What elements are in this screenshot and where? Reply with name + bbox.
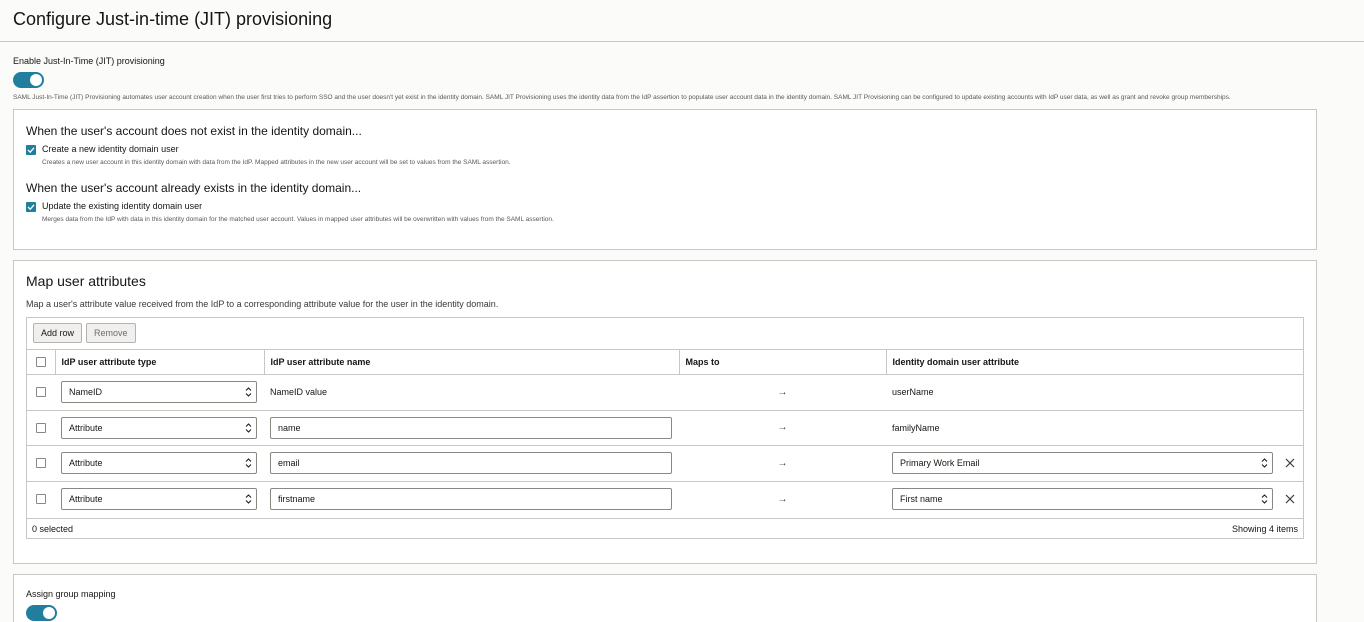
arrow-right-icon: →	[679, 481, 886, 517]
map-attributes-panel	[13, 260, 1317, 564]
attribute-name-input[interactable]: email	[270, 452, 672, 474]
row-checkbox[interactable]	[36, 387, 46, 397]
select-value: First name	[900, 494, 943, 504]
remove-button[interactable]: Remove	[86, 323, 136, 343]
add-row-button[interactable]: Add row	[33, 323, 82, 343]
update-user-label: Update the existing identity domain user	[42, 201, 203, 211]
updown-icon	[1261, 493, 1268, 505]
update-user-desc: Merges data from the IdP with data in this identity domain for the matched user account. Values in mapped user attributes will be overwritten with values from the SAML assertion.	[42, 216, 554, 223]
check-icon	[27, 146, 35, 154]
attribute-name-input[interactable]: name	[270, 417, 672, 439]
target-attribute-select[interactable]	[892, 452, 1273, 474]
select-value: Attribute	[69, 494, 103, 504]
page-header	[0, 0, 1364, 42]
create-user-checkbox[interactable]	[26, 145, 36, 155]
showing-count: Showing 4 items	[1231, 523, 1298, 534]
select-value: Attribute	[69, 458, 103, 469]
select-value: NameID	[69, 387, 103, 398]
col-header-target[interactable]: Identity domain user attribute	[886, 350, 1303, 375]
col-header-maps-to[interactable]: Maps to	[679, 350, 886, 375]
table-row	[27, 481, 1303, 517]
close-icon[interactable]	[1285, 458, 1295, 468]
group-mapping-panel	[13, 574, 1317, 622]
update-user-checkbox[interactable]	[26, 202, 36, 212]
row-checkbox[interactable]	[36, 423, 46, 433]
table-header-row	[27, 350, 1303, 375]
updown-icon	[245, 422, 252, 434]
updown-icon	[245, 493, 252, 505]
jit-toggle-switch[interactable]	[13, 72, 44, 88]
attribute-type-select[interactable]	[61, 488, 257, 510]
table-row	[27, 410, 1303, 446]
group-toggle-switch[interactable]	[26, 605, 57, 621]
map-section-title: Map user attributes	[26, 273, 146, 289]
jit-section	[0, 42, 1364, 103]
target-attribute-text: userName	[886, 375, 1303, 411]
attribute-type-select[interactable]	[61, 417, 257, 439]
jit-toggle-label: Enable Just-In-Time (JIT) provisioning	[13, 56, 165, 66]
account-options-panel	[13, 109, 1317, 250]
attribute-name-text: NameID value	[264, 375, 679, 411]
select-value: Primary Work Email	[900, 458, 980, 469]
target-attribute-select[interactable]	[892, 488, 1273, 510]
attribute-type-select[interactable]	[61, 452, 257, 474]
page-title: Configure Just-in-time (JIT) provisioning	[13, 9, 333, 29]
table-row	[27, 446, 1303, 482]
create-user-desc: Creates a new user account in this identity domain with data from the IdP. Mapped attributes in the new user account will be set to values from the SAML assertion.	[42, 159, 511, 166]
updown-icon	[245, 386, 252, 398]
target-attribute-text: familyName	[886, 410, 1303, 446]
group-toggle-label: Assign group mapping	[26, 589, 116, 599]
close-icon[interactable]	[1285, 494, 1295, 504]
row-checkbox[interactable]	[36, 494, 46, 504]
switch-knob	[30, 74, 42, 86]
attribute-type-select[interactable]	[61, 381, 257, 403]
table-row	[27, 375, 1303, 411]
select-all-checkbox[interactable]	[36, 357, 46, 367]
select-value: Attribute	[69, 422, 103, 433]
create-user-label: Create a new identity domain user	[42, 144, 179, 154]
selected-count: 0 selected	[32, 523, 74, 534]
map-section-desc: Map a user's attribute value received from the IdP to a corresponding attribute value for the user in the identity domain.	[26, 299, 499, 309]
not-exist-heading: When the user's account does not exist in the identity domain...	[26, 124, 362, 138]
check-icon	[27, 203, 35, 211]
col-header-name[interactable]: IdP user attribute name	[264, 350, 679, 375]
arrow-right-icon: →	[679, 375, 886, 411]
table-footer	[27, 518, 1303, 538]
table-toolbar	[27, 318, 1303, 349]
switch-knob	[43, 607, 55, 619]
row-checkbox[interactable]	[36, 458, 46, 468]
updown-icon	[245, 457, 252, 469]
exists-heading: When the user's account already exists in the identity domain...	[26, 181, 362, 195]
arrow-right-icon: →	[679, 446, 886, 482]
attribute-table	[26, 317, 1304, 539]
jit-help-text: SAML Just-In-Time (JIT) Provisioning automates user account creation when the user first tries to perform SSO and the user doesn't yet exist in the identity domain. SAML JIT Provisioning uses the identity data from the IdP assertion to populate user account data in the identity domain. SAML JIT Provisioning can be configured to update existing accounts with IdP user data, as well as grant and revoke group memberships.	[13, 94, 1231, 101]
arrow-right-icon: →	[679, 410, 886, 446]
attribute-name-input[interactable]: firstname	[270, 488, 672, 510]
col-header-type[interactable]: IdP user attribute type	[55, 350, 264, 375]
updown-icon	[1261, 457, 1268, 469]
